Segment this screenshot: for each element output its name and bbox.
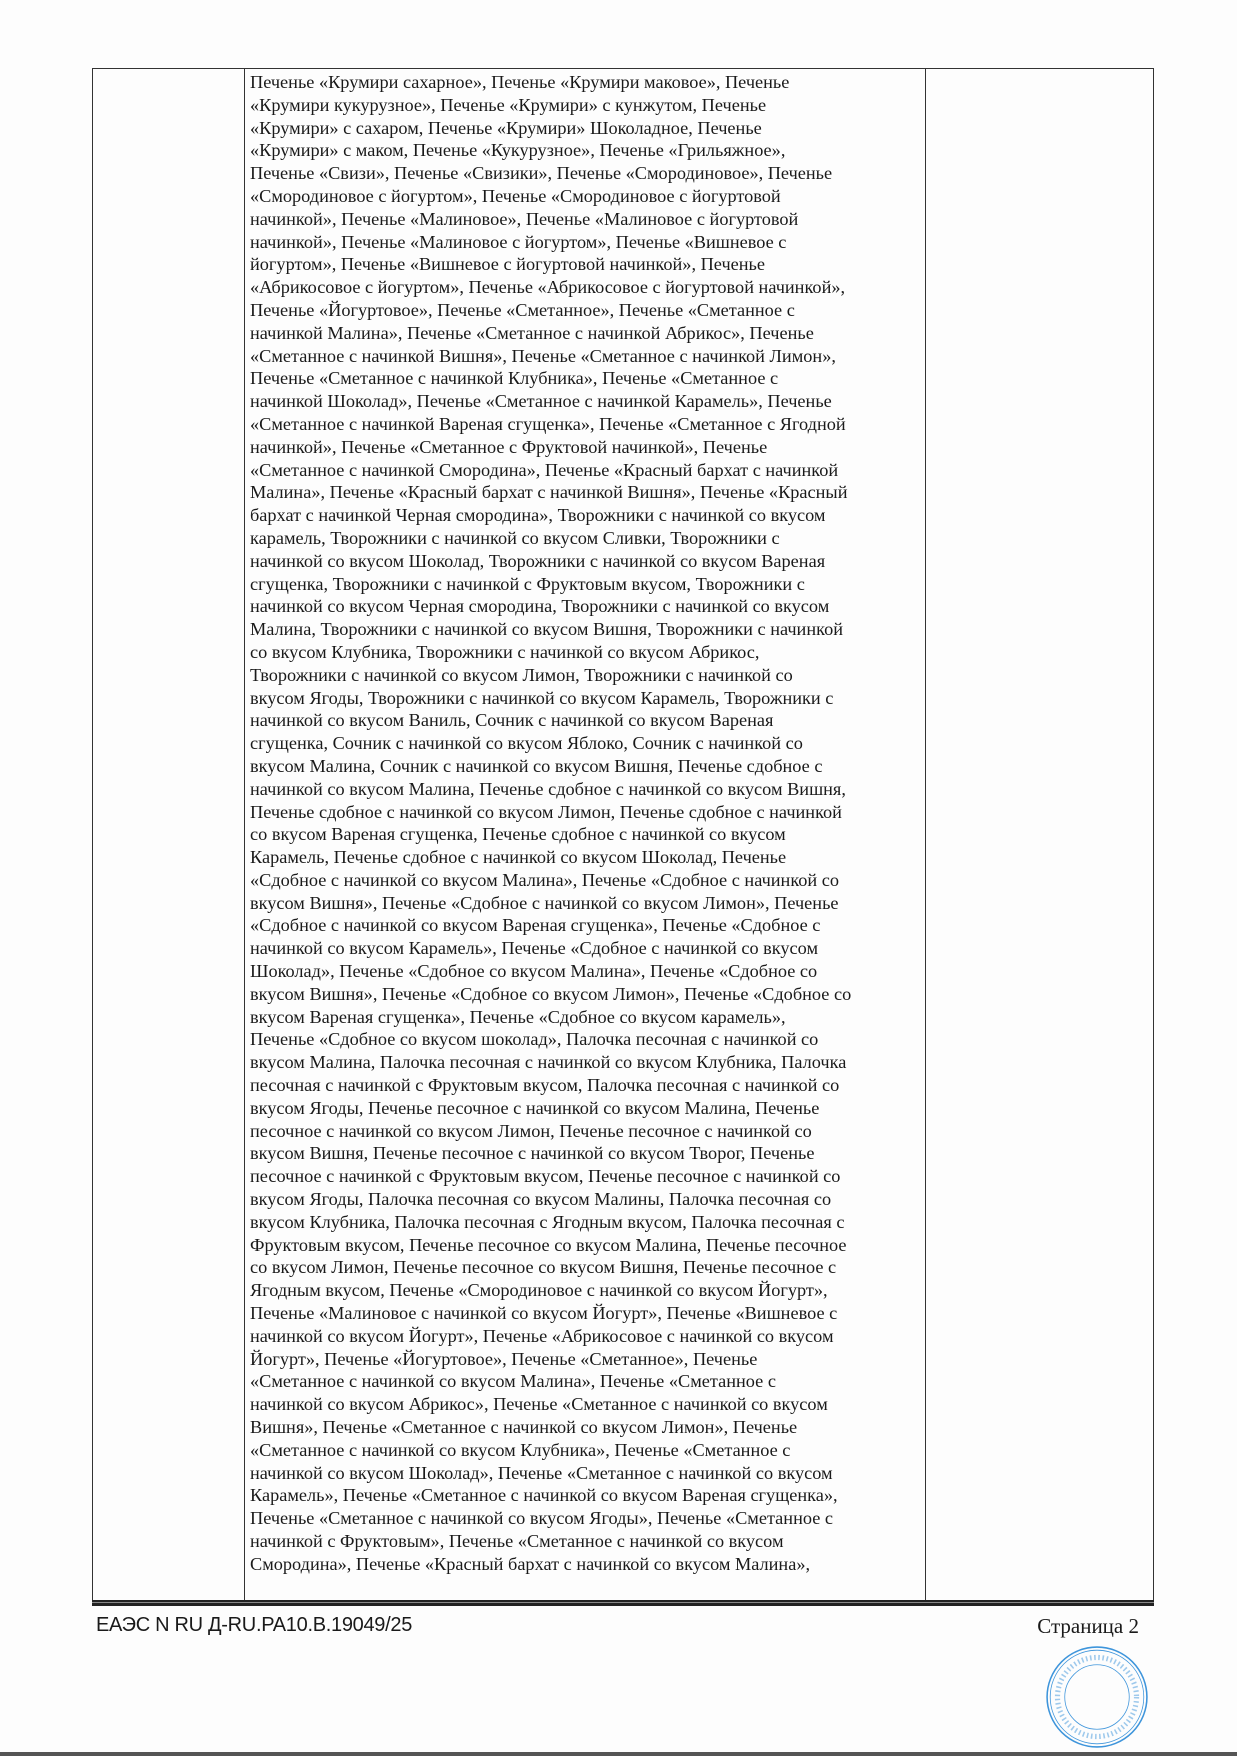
text-line: «Сметанное с начинкой Вареная сгущенка», Печенье «Сметанное с Ягодной bbox=[250, 413, 846, 434]
text-line: Карамель, Печенье сдобное с начинкой со вкусом Шоколад, Печенье bbox=[250, 847, 787, 868]
text-line: Печенье «Сметанное с начинкой Клубника», Печенье «Сметанное с bbox=[250, 368, 779, 389]
text-line: начинкой со вкусом Ваниль, Сочник с начинкой со вкусом Вареная bbox=[250, 710, 774, 731]
text-line: начинкой», Печенье «Малиновое», Печенье «Малиновое с йогуртовой bbox=[250, 208, 799, 229]
text-line: со вкусом Вареная сгущенка, Печенье сдобное с начинкой со вкусом bbox=[250, 824, 786, 845]
text-line: начинкой», Печенье «Малиновое с йогуртом», Печенье «Вишневое с bbox=[250, 231, 787, 252]
text-line: Печенье «Малиновое с начинкой со вкусом Йогурт», Печенье «Вишневое с bbox=[250, 1303, 838, 1324]
text-line: Ягодным вкусом, Печенье «Смородиновое с начинкой со вкусом Йогурт», bbox=[250, 1280, 828, 1301]
text-line: вкусом Вишня», Печенье «Сдобное со вкусом Лимон», Печенье «Сдобное со bbox=[250, 983, 852, 1004]
text-line: песочное с начинкой со вкусом Лимон, Печенье песочное с начинкой со bbox=[250, 1120, 812, 1141]
text-line: сгущенка, Сочник с начинкой со вкусом Яблоко, Сочник с начинкой со bbox=[250, 733, 803, 754]
text-line: «Сдобное с начинкой со вкусом Вареная сгущенка», Печенье «Сдобное с bbox=[250, 915, 821, 936]
text-line: начинкой со вкусом Шоколад, Творожники с начинкой со вкусом Вареная bbox=[250, 550, 826, 571]
scan-edge bbox=[0, 1752, 1237, 1756]
text-line: Печенье «Свизи», Печенье «Свизики», Печенье «Смородиновое», Печенье bbox=[250, 163, 833, 184]
text-line: «Сметанное с начинкой Смородина», Печенье «Красный бархат с начинкой bbox=[250, 459, 839, 480]
text-line: Печенье «Йогуртовое», Печенье «Сметанное», Печенье «Сметанное с bbox=[250, 299, 795, 320]
text-line: Вишня», Печенье «Сметанное с начинкой со вкусом Лимон», Печенье bbox=[250, 1417, 798, 1438]
text-line: Малина, Творожники с начинкой со вкусом Вишня, Творожники с начинкой bbox=[250, 619, 843, 640]
text-line: «Сметанное с начинкой со вкусом Малина», Печенье «Сметанное с bbox=[250, 1371, 776, 1392]
text-line: вкусом Ягоды, Палочка песочная со вкусом Малины, Палочка песочная со bbox=[250, 1189, 832, 1210]
text-line: начинкой со вкусом Абрикос», Печенье «Сметанное с начинкой со вкусом bbox=[250, 1394, 828, 1415]
text-line: Малина», Печенье «Красный бархат с начинкой Вишня», Печенье «Красный bbox=[250, 482, 848, 503]
page-number: Страница 2 bbox=[1037, 1614, 1139, 1638]
text-line: песочное с начинкой с Фруктовым вкусом, Печенье песочное с начинкой со bbox=[250, 1166, 841, 1187]
text-line: песочная с начинкой с Фруктовым вкусом, Палочка песочная с начинкой со bbox=[250, 1075, 840, 1096]
text-line: Шоколад», Печенье «Сдобное со вкусом Малина», Печенье «Сдобное со bbox=[250, 961, 818, 982]
text-line: вкусом Вишня», Печенье «Сдобное с начинкой со вкусом Лимон», Печенье bbox=[250, 892, 839, 913]
content-table bbox=[92, 68, 1154, 1603]
text-line: начинкой со вкусом Йогурт», Печенье «Абрикосовое с начинкой со вкусом bbox=[250, 1325, 834, 1346]
text-line: вкусом Ягоды, Творожники с начинкой со вкусом Карамель, Творожники с bbox=[250, 687, 834, 708]
product-list-cell bbox=[250, 71, 922, 1576]
text-line: со вкусом Лимон, Печенье песочное со вкусом Вишня, Печенье песочное с bbox=[250, 1257, 837, 1278]
text-line: «Крумири» с маком, Печенье «Кукурузное», Печенье «Грильяжное», bbox=[250, 140, 786, 161]
text-line: «Сметанное с начинкой со вкусом Клубника», Печенье «Сметанное с bbox=[250, 1439, 791, 1460]
text-line: «Крумири кукурузное», Печенье «Крумири» с кунжутом, Печенье bbox=[250, 94, 767, 115]
text-line: начинкой со вкусом Шоколад», Печенье «Сметанное с начинкой со вкусом bbox=[250, 1462, 833, 1483]
text-line: «Абрикосовое с йогуртом», Печенье «Абрикосовое с йогуртовой начинкой», bbox=[250, 277, 846, 298]
text-line: карамель, Творожники с начинкой со вкусом Сливки, Творожники с bbox=[250, 527, 780, 548]
column-divider bbox=[925, 69, 926, 1603]
text-line: Творожники с начинкой со вкусом Лимон, Творожники с начинкой со bbox=[250, 664, 793, 685]
text-line: начинкой с Фруктовым», Печенье «Сметанное с начинкой со вкусом bbox=[250, 1531, 784, 1551]
text-line: Йогурт», Печенье «Йогуртовое», Печенье «Сметанное», Печенье bbox=[250, 1348, 758, 1369]
text-line: начинкой Шоколад», Печенье «Сметанное с начинкой Карамель», Печенье bbox=[250, 391, 832, 412]
text-line: Карамель», Печенье «Сметанное с начинкой со вкусом Вареная сгущенка», bbox=[250, 1485, 838, 1506]
text-line: Печенье сдобное с начинкой со вкусом Лимон, Печенье сдобное с начинкой bbox=[250, 801, 842, 822]
text-line: вкусом Ягоды, Печенье песочное с начинкой со вкусом Малина, Печенье bbox=[250, 1097, 820, 1118]
text-line: вкусом Вареная сгущенка», Печенье «Сдобное со вкусом карамель», bbox=[250, 1006, 786, 1027]
text-line: «Сметанное с начинкой Вишня», Печенье «Сметанное с начинкой Лимон», bbox=[250, 345, 836, 366]
text-line: «Сдобное с начинкой со вкусом Малина», Печенье «Сдобное с начинкой со bbox=[250, 869, 840, 890]
text-line: «Смородиновое с йогуртом», Печенье «Смородиновое с йогуртовой bbox=[250, 185, 781, 206]
text-line: начинкой Малина», Печенье «Сметанное с начинкой Абрикос», Печенье bbox=[250, 322, 814, 343]
text-line: вкусом Клубника, Палочка песочная с Ягодным вкусом, Палочка песочная с bbox=[250, 1211, 845, 1232]
column-divider bbox=[244, 69, 245, 1603]
text-line: начинкой со вкусом Карамель», Печенье «Сдобное с начинкой со вкусом bbox=[250, 938, 819, 959]
document-number: ЕАЭС N RU Д-RU.PA10.B.19049/25 bbox=[96, 1614, 413, 1636]
text-line: начинкой со вкусом Черная смородина, Творожники с начинкой со вкусом bbox=[250, 596, 830, 617]
footer-rule bbox=[92, 1600, 1154, 1606]
text-line: «Крумири» с сахаром, Печенье «Крумири» Шоколадное, Печенье bbox=[250, 117, 762, 138]
text-line: Печенье «Сметанное с начинкой со вкусом Ягоды», Печенье «Сметанное с bbox=[250, 1508, 834, 1529]
text-line: вкусом Малина, Палочка песочная с начинкой со вкусом Клубника, Палочка bbox=[250, 1052, 847, 1073]
text-line: вкусом Малина, Сочник с начинкой со вкусом Вишня, Печенье сдобное с bbox=[250, 755, 823, 776]
text-line: вкусом Вишня, Печенье песочное с начинкой со вкусом Творог, Печенье bbox=[250, 1143, 815, 1164]
text-line: сгущенка, Творожники с начинкой с Фруктовым вкусом, Творожники с bbox=[250, 573, 805, 594]
text-line: йогуртом», Печенье «Вишневое с йогуртовой начинкой», Печенье bbox=[250, 254, 765, 275]
text-line: Печенье «Крумири сахарное», Печенье «Крумири маковое», Печенье bbox=[250, 72, 790, 92]
company-seal-stamp bbox=[1045, 1645, 1149, 1749]
text-line: Фруктовым вкусом, Печенье песочное со вкусом Малина, Печенье песочное bbox=[250, 1234, 847, 1255]
text-line: Печенье «Сдобное со вкусом шоколад», Палочка песочная с начинкой со bbox=[250, 1029, 819, 1050]
text-line: начинкой», Печенье «Сметанное с Фруктовой начинкой», Печенье bbox=[250, 436, 768, 457]
text-line: Смородина», Печенье «Красный бархат с начинкой со вкусом Малина», bbox=[250, 1553, 811, 1574]
text-line: со вкусом Клубника, Творожники с начинкой со вкусом Абрикос, bbox=[250, 641, 760, 662]
text-line: бархат с начинкой Черная смородина», Творожники с начинкой со вкусом bbox=[250, 505, 826, 526]
text-line: начинкой со вкусом Малина, Печенье сдобное с начинкой со вкусом Вишня, bbox=[250, 778, 846, 799]
